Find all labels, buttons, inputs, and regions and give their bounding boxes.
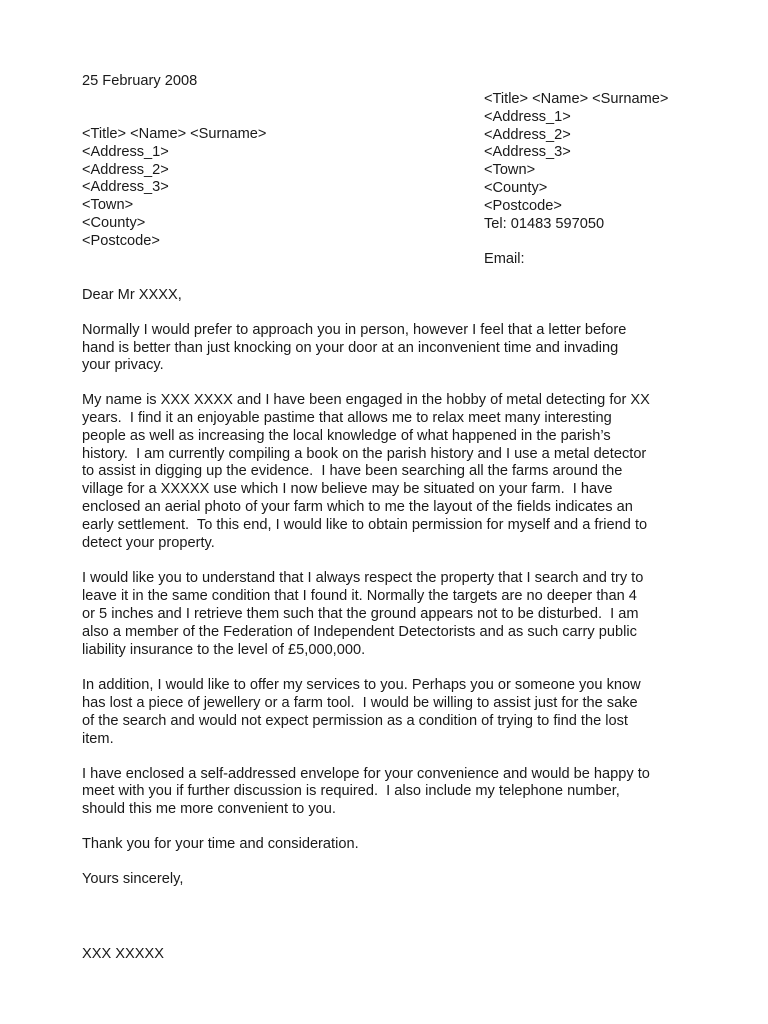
paragraph-line: I have enclosed a self-addressed envelope for your convenience and would be happy to <box>82 765 650 782</box>
paragraph-line: early settlement. To this end, I would like to obtain permission for myself and a friend to <box>82 516 648 533</box>
recipient-address-block <box>82 126 266 251</box>
recipient-postcode: <Postcode> <box>82 232 160 249</box>
closing <box>82 871 692 889</box>
paragraph-line: years. I find it an enjoyable pastime that allows me to relax meet many interesting <box>82 409 612 426</box>
paragraph-offer-services <box>82 677 692 748</box>
sender-address-2: <Address_2> <box>484 126 571 143</box>
recipient-address-2: <Address_2> <box>82 161 169 178</box>
paragraph-line: My name is XXX XXXX and I have been engaged in the hobby of metal detecting for XX <box>82 392 650 409</box>
recipient-county: <County> <box>82 214 146 231</box>
sender-email-label: Email: <box>484 251 525 268</box>
recipient-address-3: <Address_3> <box>82 179 169 196</box>
sender-address-block <box>484 91 668 269</box>
closing-text: Yours sincerely, <box>82 870 184 887</box>
paragraph-envelope <box>82 766 692 819</box>
paragraph-line: Normally I would prefer to approach you in person, however I feel that a letter before <box>82 321 627 338</box>
signature-text: XXX XXXXX <box>82 946 164 962</box>
recipient-name-line: <Title> <Name> <Surname> <box>82 126 267 142</box>
paragraph-line: enclosed an aerial photo of your farm which to me the layout of the fields indicates an <box>82 498 633 515</box>
sender-telephone: Tel: 01483 597050 <box>484 215 605 232</box>
sender-county: <County> <box>484 179 548 196</box>
sender-postcode: <Postcode> <box>484 197 562 214</box>
paragraph-line: detect your property. <box>82 534 215 551</box>
date-text: 25 February 2008 <box>82 73 198 89</box>
paragraph-line: history. I am currently compiling a book on the parish history and I use a metal detector <box>82 445 647 462</box>
letter-body <box>82 287 692 889</box>
letter-date <box>82 73 197 91</box>
signature <box>82 946 164 964</box>
paragraph-line: leave it in the same condition that I found it. Normally the targets are no deeper than 4 <box>82 588 637 605</box>
paragraph-about-me <box>82 392 692 552</box>
paragraph-line: has lost a piece of jewellery or a farm tool. I would be willing to assist just for the sake <box>82 695 638 712</box>
sender-spacer <box>484 233 668 251</box>
paragraph-line: should this me more convenient to you. <box>82 801 336 818</box>
paragraph-line: I would like you to understand that I always respect the property that I search and try to <box>82 570 644 587</box>
paragraph-line: meet with you if further discussion is required. I also include my telephone number, <box>82 783 620 800</box>
paragraph-line: liability insurance to the level of £5,000,000. <box>82 641 366 658</box>
paragraph-line: Thank you for your time and consideration. <box>82 835 359 852</box>
paragraph-line: also a member of the Federation of Independent Detectorists and as such carry public <box>82 623 637 640</box>
paragraph-line: people as well as increasing the local knowledge of what happened in the parish’s <box>82 427 611 444</box>
paragraph-respect-property <box>82 570 692 659</box>
paragraph-line: hand is better than just knocking on your door at an inconvenient time and invading <box>82 339 619 356</box>
sender-address-3: <Address_3> <box>484 144 571 161</box>
paragraph-line: to assist in digging up the evidence. I have been searching all the farms around the <box>82 463 623 480</box>
paragraph-line: village for a XXXXX use which I now believe may be situated on your farm. I have <box>82 481 613 498</box>
sender-address-1: <Address_1> <box>484 108 571 125</box>
salutation-text: Dear Mr XXXX, <box>82 287 182 303</box>
paragraph-introduction <box>82 322 692 375</box>
paragraph-line: item. <box>82 730 114 747</box>
paragraph-line: In addition, I would like to offer my services to you. Perhaps you or someone you know <box>82 677 641 694</box>
salutation <box>82 287 692 305</box>
sender-town: <Town> <box>484 162 536 179</box>
sender-name-line: <Title> <Name> <Surname> <box>484 91 669 107</box>
recipient-town: <Town> <box>82 197 134 214</box>
paragraph-line: of the search and would not expect permission as a condition of trying to find the lost <box>82 712 628 729</box>
paragraph-line: or 5 inches and I retrieve them such that the ground appears not to be disturbed. I am <box>82 605 639 622</box>
paragraph-thanks <box>82 836 692 854</box>
recipient-address-1: <Address_1> <box>82 143 169 160</box>
paragraph-line: your privacy. <box>82 357 164 374</box>
